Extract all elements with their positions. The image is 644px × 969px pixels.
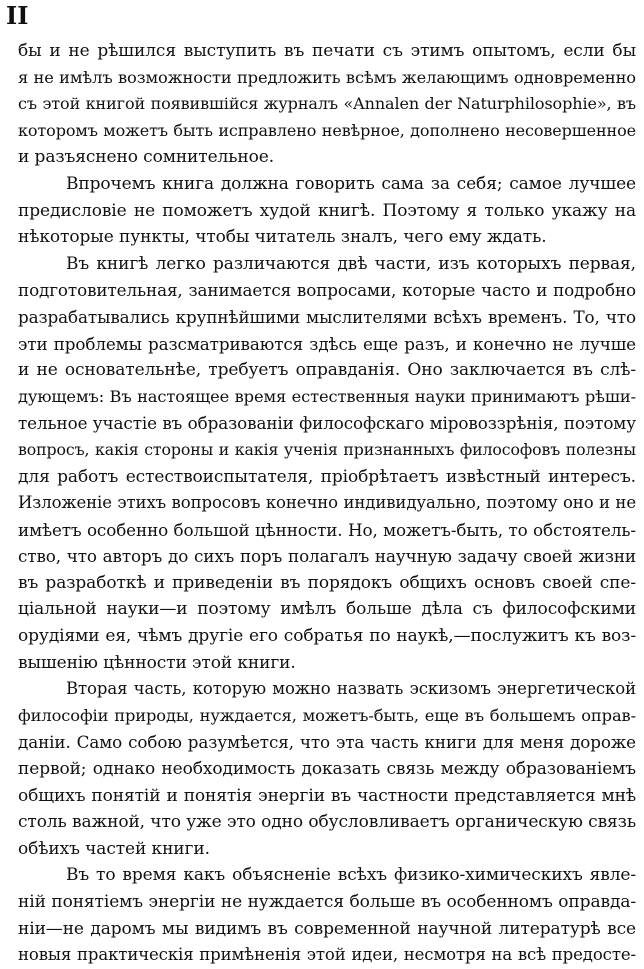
text-line: эти проблемы разсматриваются здѣсь еще разъ, и конечно не лучше [18,333,636,354]
paragraph-1 [18,38,636,171]
text-line: и не основательнѣе, требуетъ оправданія. Оно заключается въ слѣ- [18,360,636,381]
body-text [18,38,636,969]
text-line: вопросъ, какія стороны и какія ученія признанныхъ философовъ полезны [18,439,636,459]
text-line: орудіями ея, чѣмъ другіе его собратья по наукѣ,—послужитъ къ воз- [18,626,636,647]
text-line: Впрочемъ книга должна говорить сама за себя; самое лучшее [66,173,636,194]
text-line: обѣихъ частей книги. [18,838,210,859]
paragraph-5 [18,862,636,968]
text-line: бы и не рѣшился выступить въ печати съ этимъ опытомъ, если бы [18,41,636,61]
text-line: нѣкоторые пункты, чтобы читатель зналъ, чего ему ждать. [18,227,547,248]
text-line: которомъ можетъ быть исправлено невѣрное, дополнено несовершенное [18,120,636,140]
text-line: ній понятіемъ энергіи не нуждается больше въ особенномъ оправда- [18,892,636,912]
text-line: въ разработкѣ и приведеніи въ порядокъ общихъ основъ своей спе- [18,572,636,593]
text-line: предисловіе не поможетъ худой книгѣ. Поэтому я только укажу на [18,200,636,221]
paragraph-2 [18,171,636,251]
page-number: II [6,1,29,30]
text-line: ніи—не даромъ мы видимъ въ современной научной литературѣ все [18,918,636,939]
text-line: Изложеніе этихъ вопросовъ конечно индивидуально, поэтому оно и не [18,493,636,513]
text-line: вышенію цѣнности этой книги. [18,652,296,673]
text-line: философіи природы, нуждается, можетъ-быть, еще въ большемъ оправ- [18,705,636,725]
text-line: общихъ понятій и понятія энергіи въ частности представляется мнѣ [18,785,636,806]
text-line: подготовительная, занимается вопросами, которые часто и подробно [18,280,636,301]
text-line: съ этой книгой появившійся журналъ «Annalen der Naturphilosophie», въ [18,94,636,114]
text-line: я не имѣлъ возможности предложить всѣмъ желающимъ одновременно [18,67,636,87]
text-line: дующемъ: Въ настоящее время естественныя науки принимаютъ рѣши- [18,386,636,406]
text-line: разрабатывались крупнѣйшими мыслителями всѣхъ временъ. То, что [18,306,636,327]
text-line: тельное участіе въ образованіи философскаго міровоззрѣнія, поэтому [18,413,636,434]
text-line: Въ то время какъ объясненіе всѣхъ физико-химическихъ явле- [66,865,636,886]
text-line: даніи. Само собою разумѣется, что эта часть книги для меня дороже [18,732,636,753]
paragraph-3 [18,251,636,677]
text-line: и разъяснено сомнительное. [18,147,275,168]
text-line: столь важной, что уже это одно обусловливаетъ органическую связь [18,812,636,833]
text-line: для работъ естествоиспытателя, пріобрѣтаетъ извѣстный интересъ. [18,466,636,487]
text-line: ціальной науки—и поэтому имѣлъ больше дѣла съ философскими [18,599,636,620]
text-line: ство, что авторъ до сихъ поръ полагалъ научную задачу своей жизни [18,546,636,567]
text-line: имѣетъ особенно большой цѣнности. Но, можетъ-быть, то обстоятель- [18,519,636,540]
text-line: Вторая часть, которую можно назвать эскизомъ энергетической [66,679,636,699]
text-line: новыя практическія примѣненія этой идеи, несмотря на всѣ предосте- [18,945,636,965]
paragraph-4 [18,676,636,862]
text-line: первой; однако необходимость доказать связь между образованіемъ [18,759,636,780]
text-line: Въ книгѣ легко различаются двѣ части, изъ которыхъ первая, [66,253,636,274]
